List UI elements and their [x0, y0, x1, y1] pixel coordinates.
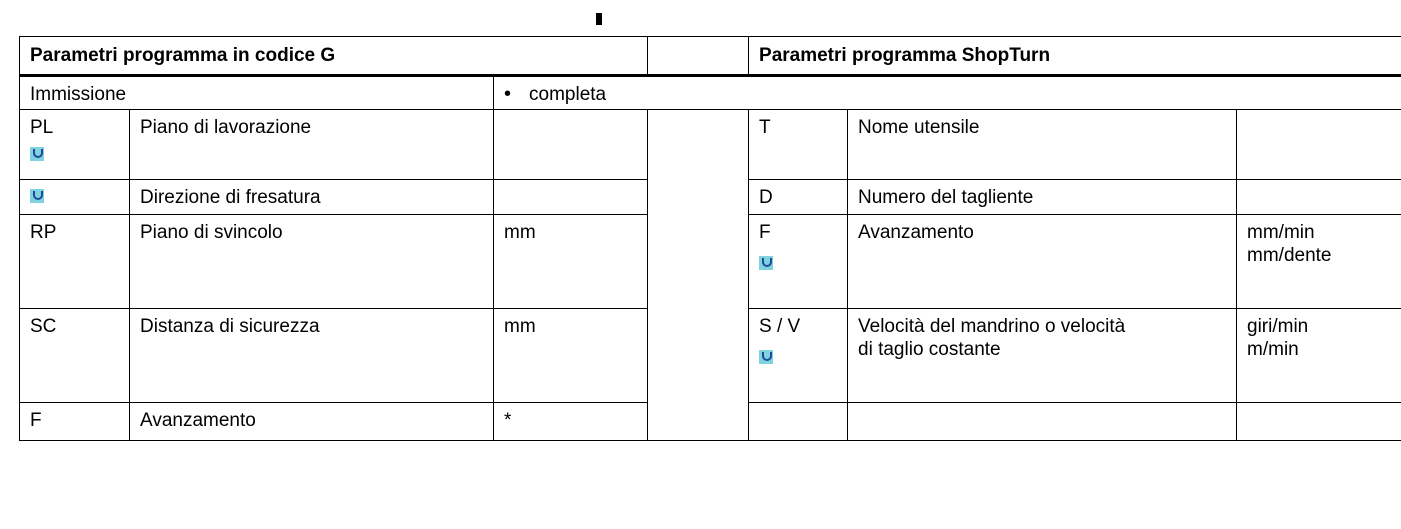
param-cell: [20, 110, 130, 180]
param-unit: *: [504, 410, 512, 431]
st-param-description-1: Velocità del mandrino o velocità: [858, 316, 1126, 337]
desc-cell: [130, 180, 494, 215]
unit-cell: [494, 180, 648, 215]
param-description: Direzione di fresatura: [140, 187, 321, 208]
st-param-code: F: [759, 222, 771, 243]
unit-cell: [494, 215, 648, 309]
param-description: Avanzamento: [140, 410, 256, 431]
rotate-toggle-icon: [759, 350, 773, 364]
st-param-description: Numero del tagliente: [858, 187, 1034, 208]
rotate-toggle-icon: [30, 189, 44, 203]
param-unit: mm: [504, 222, 536, 243]
param-cell: [20, 403, 130, 441]
input-value: completa: [529, 84, 607, 105]
st-desc-cell: [848, 309, 1237, 403]
st-param-unit-2: m/min: [1247, 339, 1299, 360]
desc-cell: [130, 309, 494, 403]
unit-cell: [494, 309, 648, 403]
shopturn-header-cell: [749, 37, 1401, 76]
input-value-cell: [494, 76, 1401, 110]
unit-cell: [494, 403, 648, 441]
parameter-table: [19, 36, 1401, 441]
input-label-cell: [20, 76, 494, 110]
param-description: Piano di svincolo: [140, 222, 283, 243]
st-unit-cell: [1237, 215, 1401, 309]
param-cell: [20, 309, 130, 403]
param-code: F: [30, 410, 42, 431]
desc-cell: [130, 215, 494, 309]
param-unit: mm: [504, 316, 536, 337]
heading-fragment: [596, 13, 602, 25]
rotate-toggle-icon: [30, 147, 44, 161]
param-code: RP: [30, 222, 57, 243]
unit-cell: [494, 110, 648, 180]
st-unit-cell: [1237, 180, 1401, 215]
st-desc-cell: [848, 180, 1237, 215]
st-param-description: Nome utensile: [858, 117, 980, 138]
st-unit-cell: [1237, 110, 1401, 180]
bullet-icon: •: [504, 83, 512, 105]
param-cell: [20, 215, 130, 309]
st-param-unit-1: mm/min: [1247, 222, 1315, 243]
rotate-toggle-icon: [759, 256, 773, 270]
desc-cell: [130, 110, 494, 180]
st-param-unit-2: mm/dente: [1247, 245, 1332, 266]
param-description: Piano di lavorazione: [140, 117, 312, 138]
param-cell: [20, 180, 130, 215]
st-unit-cell: [1237, 309, 1401, 403]
desc-cell: [130, 403, 494, 441]
gcode-header-title: Parametri programma in codice G: [30, 45, 336, 66]
table-row: [20, 110, 1401, 180]
st-param-code: T: [759, 117, 771, 138]
st-desc-cell: [848, 215, 1237, 309]
shopturn-header-title: Parametri programma ShopTurn: [759, 45, 1051, 66]
param-code: SC: [30, 316, 57, 337]
st-param-cell: [749, 215, 848, 309]
st-desc-cell: [848, 110, 1237, 180]
st-param-cell: [749, 180, 848, 215]
param-description: Distanza di sicurezza: [140, 316, 320, 337]
spacer-header-cell: [648, 37, 749, 76]
table-header-row: [20, 37, 1401, 76]
st-param-description-2: di taglio costante: [858, 339, 1001, 360]
st-unit-cell: [1237, 403, 1401, 441]
input-label: Immissione: [30, 84, 127, 105]
st-param-code: S / V: [759, 316, 801, 337]
st-param-cell: [749, 110, 848, 180]
st-param-description: Avanzamento: [858, 222, 974, 243]
st-param-cell: [749, 403, 848, 441]
param-code: PL: [30, 117, 54, 138]
st-param-code: D: [759, 187, 773, 208]
st-param-cell: [749, 309, 848, 403]
gcode-header-cell: [20, 37, 648, 76]
input-row: [20, 76, 1401, 110]
spacer-column: [648, 110, 749, 441]
st-desc-cell: [848, 403, 1237, 441]
st-param-unit-1: giri/min: [1247, 316, 1309, 337]
